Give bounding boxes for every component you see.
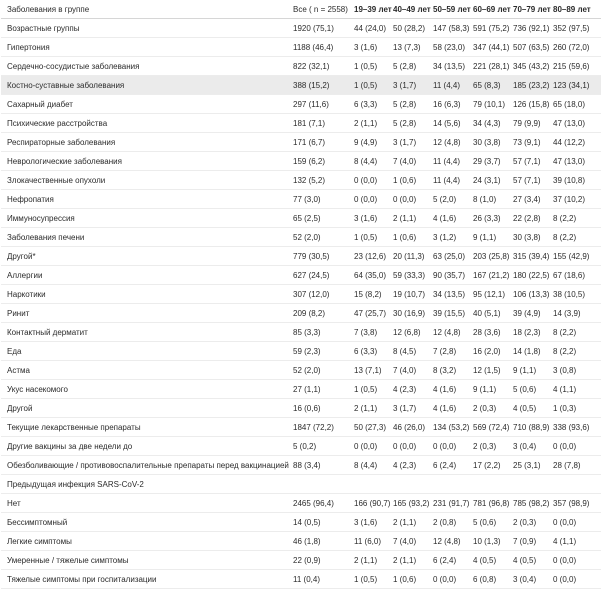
row-value: 0 (0,0) [354, 441, 378, 451]
row-value: 52 (2,0) [293, 365, 321, 375]
row-value: 1 (0,6) [393, 232, 417, 242]
row-value: 5 (2,8) [393, 99, 417, 109]
table-row [1, 19, 601, 38]
row-value: 307 (12,0) [293, 289, 330, 299]
row-value: 3 (0,4) [513, 574, 537, 584]
row-value: 0 (0,0) [553, 517, 577, 527]
row-label: Другие вакцины за две недели до [7, 441, 133, 451]
row-value: 0 (0,0) [433, 574, 457, 584]
row-value: 347 (44,1) [473, 42, 510, 52]
row-label: Возрастные группы [7, 23, 80, 33]
row-value: 388 (15,2) [293, 80, 330, 90]
row-value: 106 (13,3) [513, 289, 550, 299]
row-label: Астма [7, 365, 30, 375]
row-value: 507 (63,5) [513, 42, 550, 52]
row-label: Тяжелые симптомы при госпитализации [7, 574, 157, 584]
row-value: 12 (4,8) [433, 137, 461, 147]
row-value: 6 (3,3) [354, 99, 378, 109]
row-value: 0 (0,0) [433, 441, 457, 451]
row-value: 22 (0,9) [293, 555, 321, 565]
row-value: 2 (1,1) [354, 403, 378, 413]
row-value: 2 (1,1) [393, 517, 417, 527]
row-value: 736 (92,1) [513, 23, 550, 33]
row-label: Гипертония [7, 42, 50, 52]
row-value: 126 (15,8) [513, 99, 550, 109]
row-value: 822 (32,1) [293, 61, 330, 71]
row-value: 8 (2,2) [553, 346, 577, 356]
row-value: 30 (3,8) [513, 232, 541, 242]
row-value: 29 (3,7) [473, 156, 501, 166]
row-value: 781 (96,8) [473, 498, 510, 508]
row-value: 8 (4,4) [354, 460, 378, 470]
row-value: 4 (1,6) [433, 213, 457, 223]
row-value: 2 (0,3) [513, 517, 537, 527]
row-value: 5 (0,6) [473, 517, 497, 527]
table-row [1, 570, 601, 589]
row-value: 6 (0,8) [473, 574, 497, 584]
row-value: 4 (1,1) [553, 536, 577, 546]
row-value: 6 (3,3) [354, 346, 378, 356]
table-row [1, 76, 601, 95]
row-value: 57 (7,1) [513, 156, 541, 166]
row-value: 180 (22,5) [513, 270, 550, 280]
row-value: 1847 (72,2) [293, 422, 334, 432]
row-label: Психические расстройства [7, 118, 108, 128]
row-value: 2 (0,3) [473, 441, 497, 451]
row-value: 8 (2,2) [553, 232, 577, 242]
row-value: 63 (25,0) [433, 251, 466, 261]
row-label: Обезболивающие / противовоспалительные препараты перед вакцинацией [7, 460, 289, 470]
row-value: 4 (1,6) [433, 403, 457, 413]
row-value: 12 (4,8) [433, 327, 461, 337]
table-row [1, 247, 601, 266]
table-row [1, 95, 601, 114]
row-label: Иммуносупрессия [7, 213, 75, 223]
table-row [1, 228, 601, 247]
row-value: 7 (4,0) [393, 156, 417, 166]
row-value: 46 (1,8) [293, 536, 321, 546]
row-value: 18 (2,3) [513, 327, 541, 337]
row-value: 12 (1,5) [473, 365, 501, 375]
row-value: 90 (35,7) [433, 270, 466, 280]
row-value: 2 (1,1) [354, 118, 378, 128]
row-value: 3 (1,6) [354, 517, 378, 527]
row-label: Еда [7, 346, 22, 356]
row-value: 30 (3,8) [473, 137, 501, 147]
row-value: 7 (4,0) [393, 365, 417, 375]
row-value: 315 (39,4) [513, 251, 550, 261]
row-value: 11 (4,4) [433, 175, 460, 185]
row-value: 16 (0,6) [293, 403, 321, 413]
table-row [1, 380, 601, 399]
table-row [1, 38, 601, 57]
comorbidities-table [1, 0, 601, 589]
row-value: 11 (4,4) [433, 156, 460, 166]
row-label: Наркотики [7, 289, 46, 299]
row-value: 0 (0,0) [553, 555, 577, 565]
header-cell: 60–69 лет [473, 4, 511, 14]
row-value: 345 (43,2) [513, 61, 550, 71]
row-value: 59 (33,3) [393, 270, 426, 280]
row-label: Легкие симптомы [7, 536, 72, 546]
row-value: 17 (2,2) [473, 460, 501, 470]
row-value: 28 (3,6) [473, 327, 501, 337]
row-value: 779 (30,5) [293, 251, 330, 261]
row-value: 627 (24,5) [293, 270, 330, 280]
row-value: 5 (2,8) [393, 61, 417, 71]
row-label: Контактный дерматит [7, 327, 88, 337]
row-value: 2465 (96,4) [293, 498, 334, 508]
row-value: 22 (2,8) [513, 213, 541, 223]
row-value: 13 (7,3) [393, 42, 421, 52]
row-value: 8 (2,2) [553, 327, 577, 337]
row-label: Бессимптомный [7, 517, 68, 527]
row-value: 79 (9,9) [513, 118, 541, 128]
row-value: 7 (0,9) [513, 536, 537, 546]
row-value: 44 (12,2) [553, 137, 586, 147]
row-value: 44 (24,0) [354, 23, 387, 33]
row-value: 159 (6,2) [293, 156, 326, 166]
row-value: 38 (10,5) [553, 289, 586, 299]
row-value: 46 (26,0) [393, 422, 426, 432]
row-value: 4 (1,1) [553, 384, 577, 394]
row-label: Нет [7, 498, 21, 508]
row-label: Нефропатия [7, 194, 54, 204]
row-value: 6 (2,4) [433, 555, 457, 565]
row-value: 3 (1,2) [433, 232, 457, 242]
row-value: 95 (12,1) [473, 289, 506, 299]
row-value: 3 (1,7) [393, 137, 417, 147]
row-value: 1 (0,5) [354, 574, 378, 584]
row-value: 203 (25,8) [473, 251, 510, 261]
row-label: Заболевания печени [7, 232, 85, 242]
row-value: 10 (1,3) [473, 536, 501, 546]
row-value: 0 (0,0) [553, 441, 577, 451]
row-value: 59 (2,3) [293, 346, 321, 356]
table-row [1, 494, 601, 513]
row-value: 0 (0,0) [553, 574, 577, 584]
header-cell: 40–49 лет [393, 4, 431, 14]
table-row [1, 532, 601, 551]
row-value: 8 (2,2) [553, 213, 577, 223]
row-value: 64 (35,0) [354, 270, 387, 280]
row-value: 0 (0,0) [393, 194, 417, 204]
row-value: 40 (5,1) [473, 308, 501, 318]
header-cell: 80–89 лет [553, 4, 591, 14]
header-cell: 50–59 лет [433, 4, 471, 14]
row-value: 134 (53,2) [433, 422, 470, 432]
row-value: 132 (5,2) [293, 175, 326, 185]
row-value: 4 (2,3) [393, 384, 417, 394]
row-value: 5 (2,8) [393, 118, 417, 128]
row-value: 171 (6,7) [293, 137, 326, 147]
row-value: 185 (23,2) [513, 80, 550, 90]
row-value: 4 (1,6) [433, 384, 457, 394]
row-value: 3 (0,4) [513, 441, 537, 451]
row-value: 11 (0,4) [293, 574, 320, 584]
row-value: 19 (10,7) [393, 289, 426, 299]
row-value: 28 (7,8) [553, 460, 581, 470]
row-value: 58 (23,0) [433, 42, 466, 52]
row-value: 39 (10,8) [553, 175, 586, 185]
row-value: 4 (0,5) [473, 555, 497, 565]
row-label: Сахарный диабет [7, 99, 73, 109]
row-value: 7 (4,0) [393, 536, 417, 546]
row-value: 34 (4,3) [473, 118, 501, 128]
row-value: 79 (10,1) [473, 99, 506, 109]
row-value: 3 (0,8) [553, 365, 577, 375]
row-value: 1 (0,5) [354, 384, 378, 394]
row-value: 181 (7,1) [293, 118, 326, 128]
row-value: 155 (42,9) [553, 251, 590, 261]
row-value: 8 (4,4) [354, 156, 378, 166]
row-value: 1 (0,5) [354, 61, 378, 71]
table-row [1, 209, 601, 228]
row-value: 1 (0,6) [393, 574, 417, 584]
row-value: 1 (0,5) [354, 232, 378, 242]
row-label: Сердечно-сосудистые заболевания [7, 61, 140, 71]
row-value: 2 (1,1) [393, 213, 417, 223]
row-value: 2 (1,1) [393, 555, 417, 565]
row-label: Другой [7, 403, 33, 413]
row-value: 4 (0,5) [513, 403, 537, 413]
row-label: Укус насекомого [7, 384, 68, 394]
row-value: 8 (1,0) [473, 194, 497, 204]
row-value: 16 (2,0) [473, 346, 501, 356]
table-row [1, 437, 601, 456]
row-value: 57 (7,1) [513, 175, 541, 185]
row-label: Другой* [7, 251, 36, 261]
row-value: 14 (0,5) [293, 517, 321, 527]
row-value: 9 (1,1) [513, 365, 537, 375]
row-value: 1188 (46,4) [293, 42, 334, 52]
table-row [1, 361, 601, 380]
table-row [1, 190, 601, 209]
row-value: 357 (98,9) [553, 498, 590, 508]
header-cell: Заболевания в группе [7, 4, 90, 14]
row-value: 166 (90,7) [354, 498, 391, 508]
row-value: 23 (12,6) [354, 251, 387, 261]
row-value: 65 (2,5) [293, 213, 321, 223]
row-value: 2 (0,8) [433, 517, 457, 527]
row-value: 73 (9,1) [513, 137, 541, 147]
header-cell: 19–39 лет [354, 4, 392, 14]
row-value: 37 (10,2) [553, 194, 586, 204]
row-value: 3 (1,6) [354, 213, 378, 223]
row-value: 67 (18,6) [553, 270, 586, 280]
row-value: 3 (1,7) [393, 403, 417, 413]
row-value: 12 (6,8) [393, 327, 421, 337]
row-value: 2 (0,3) [473, 403, 497, 413]
row-value: 39 (4,9) [513, 308, 541, 318]
row-value: 50 (27,3) [354, 422, 387, 432]
row-value: 13 (7,1) [354, 365, 382, 375]
row-value: 77 (3,0) [293, 194, 321, 204]
row-value: 215 (59,6) [553, 61, 590, 71]
row-value: 20 (11,3) [393, 251, 425, 261]
row-value: 4 (2,3) [393, 460, 417, 470]
table-row [1, 114, 601, 133]
row-value: 7 (2,8) [433, 346, 457, 356]
header-cell: 70–79 лет [513, 4, 551, 14]
row-value: 338 (93,6) [553, 422, 590, 432]
table-row [1, 304, 601, 323]
row-value: 5 (0,6) [513, 384, 537, 394]
row-value: 88 (3,4) [293, 460, 321, 470]
row-value: 231 (91,7) [433, 498, 470, 508]
table-row [1, 133, 601, 152]
row-value: 11 (6,0) [354, 536, 381, 546]
table-row [1, 57, 601, 76]
row-label: Предыдущая инфекция SARS-CoV-2 [7, 479, 144, 489]
row-value: 26 (3,3) [473, 213, 501, 223]
row-value: 5 (0,2) [293, 441, 317, 451]
table-row [1, 456, 601, 475]
row-value: 47 (13,0) [553, 156, 586, 166]
row-value: 4 (0,5) [513, 555, 537, 565]
row-label: Ринит [7, 308, 30, 318]
table-row [1, 171, 601, 190]
table-row [1, 513, 601, 532]
table-row [1, 266, 601, 285]
row-value: 1 (0,3) [553, 403, 577, 413]
row-value: 591 (75,2) [473, 23, 510, 33]
row-value: 52 (2,0) [293, 232, 321, 242]
row-value: 12 (4,8) [433, 536, 461, 546]
row-value: 8 (3,2) [433, 365, 457, 375]
row-value: 6 (2,4) [433, 460, 457, 470]
row-value: 8 (4,5) [393, 346, 417, 356]
table-row [1, 551, 601, 570]
row-value: 7 (3,8) [354, 327, 378, 337]
row-value: 14 (5,6) [433, 118, 461, 128]
table-body [1, 19, 601, 589]
row-label: Костно-суставные заболевания [7, 80, 125, 90]
table-row [1, 342, 601, 361]
table-row [1, 475, 601, 494]
row-value: 16 (6,3) [433, 99, 461, 109]
header-cell: Все ( n = 2558) [293, 4, 348, 14]
row-value: 165 (93,2) [393, 498, 430, 508]
row-value: 167 (21,2) [473, 270, 510, 280]
row-value: 209 (8,2) [293, 308, 326, 318]
row-value: 352 (97,5) [553, 23, 590, 33]
row-value: 9 (1,1) [473, 384, 497, 394]
row-value: 9 (4,9) [354, 137, 378, 147]
row-value: 34 (13,5) [433, 289, 466, 299]
row-value: 27 (3,4) [513, 194, 541, 204]
row-value: 1920 (75,1) [293, 23, 334, 33]
row-value: 34 (13,5) [433, 61, 466, 71]
row-value: 1 (0,5) [354, 80, 378, 90]
row-value: 1 (0,6) [393, 175, 417, 185]
row-value: 785 (98,2) [513, 498, 550, 508]
row-label: Текущие лекарственные препараты [7, 422, 141, 432]
row-value: 24 (3,1) [473, 175, 501, 185]
table-header [1, 0, 601, 19]
row-value: 15 (8,2) [354, 289, 382, 299]
row-value: 0 (0,0) [393, 441, 417, 451]
row-value: 65 (18,0) [553, 99, 586, 109]
row-label: Респираторные заболевания [7, 137, 116, 147]
row-value: 3 (1,6) [354, 42, 378, 52]
row-value: 47 (13,0) [553, 118, 586, 128]
row-value: 2 (1,1) [354, 555, 378, 565]
row-value: 9 (1,1) [473, 232, 497, 242]
row-value: 50 (28,2) [393, 23, 426, 33]
row-value: 3 (1,7) [393, 80, 417, 90]
row-value: 221 (28,1) [473, 61, 510, 71]
table-row [1, 418, 601, 437]
row-value: 123 (34,1) [553, 80, 590, 90]
row-value: 260 (72,0) [553, 42, 590, 52]
row-value: 710 (88,9) [513, 422, 550, 432]
table-row [1, 399, 601, 418]
row-value: 297 (11,6) [293, 99, 329, 109]
row-label: Злокачественные опухоли [7, 175, 106, 185]
row-value: 65 (8,3) [473, 80, 501, 90]
row-value: 39 (15,5) [433, 308, 466, 318]
table-row [1, 285, 601, 304]
row-value: 5 (2,0) [433, 194, 457, 204]
row-value: 0 (0,0) [354, 175, 378, 185]
row-value: 14 (3,9) [553, 308, 581, 318]
table-row [1, 323, 601, 342]
row-label: Неврологические заболевания [7, 156, 122, 166]
row-value: 30 (16,9) [393, 308, 426, 318]
row-value: 47 (25,7) [354, 308, 387, 318]
row-value: 14 (1,8) [513, 346, 541, 356]
row-value: 25 (3,1) [513, 460, 541, 470]
row-value: 147 (58,3) [433, 23, 470, 33]
table-row [1, 152, 601, 171]
row-value: 85 (3,3) [293, 327, 321, 337]
row-value: 27 (1,1) [293, 384, 321, 394]
row-label: Аллергии [7, 270, 43, 280]
row-label: Умеренные / тяжелые симптомы [7, 555, 129, 565]
row-value: 11 (4,4) [433, 80, 460, 90]
row-value: 569 (72,4) [473, 422, 510, 432]
row-value: 0 (0,0) [354, 194, 378, 204]
